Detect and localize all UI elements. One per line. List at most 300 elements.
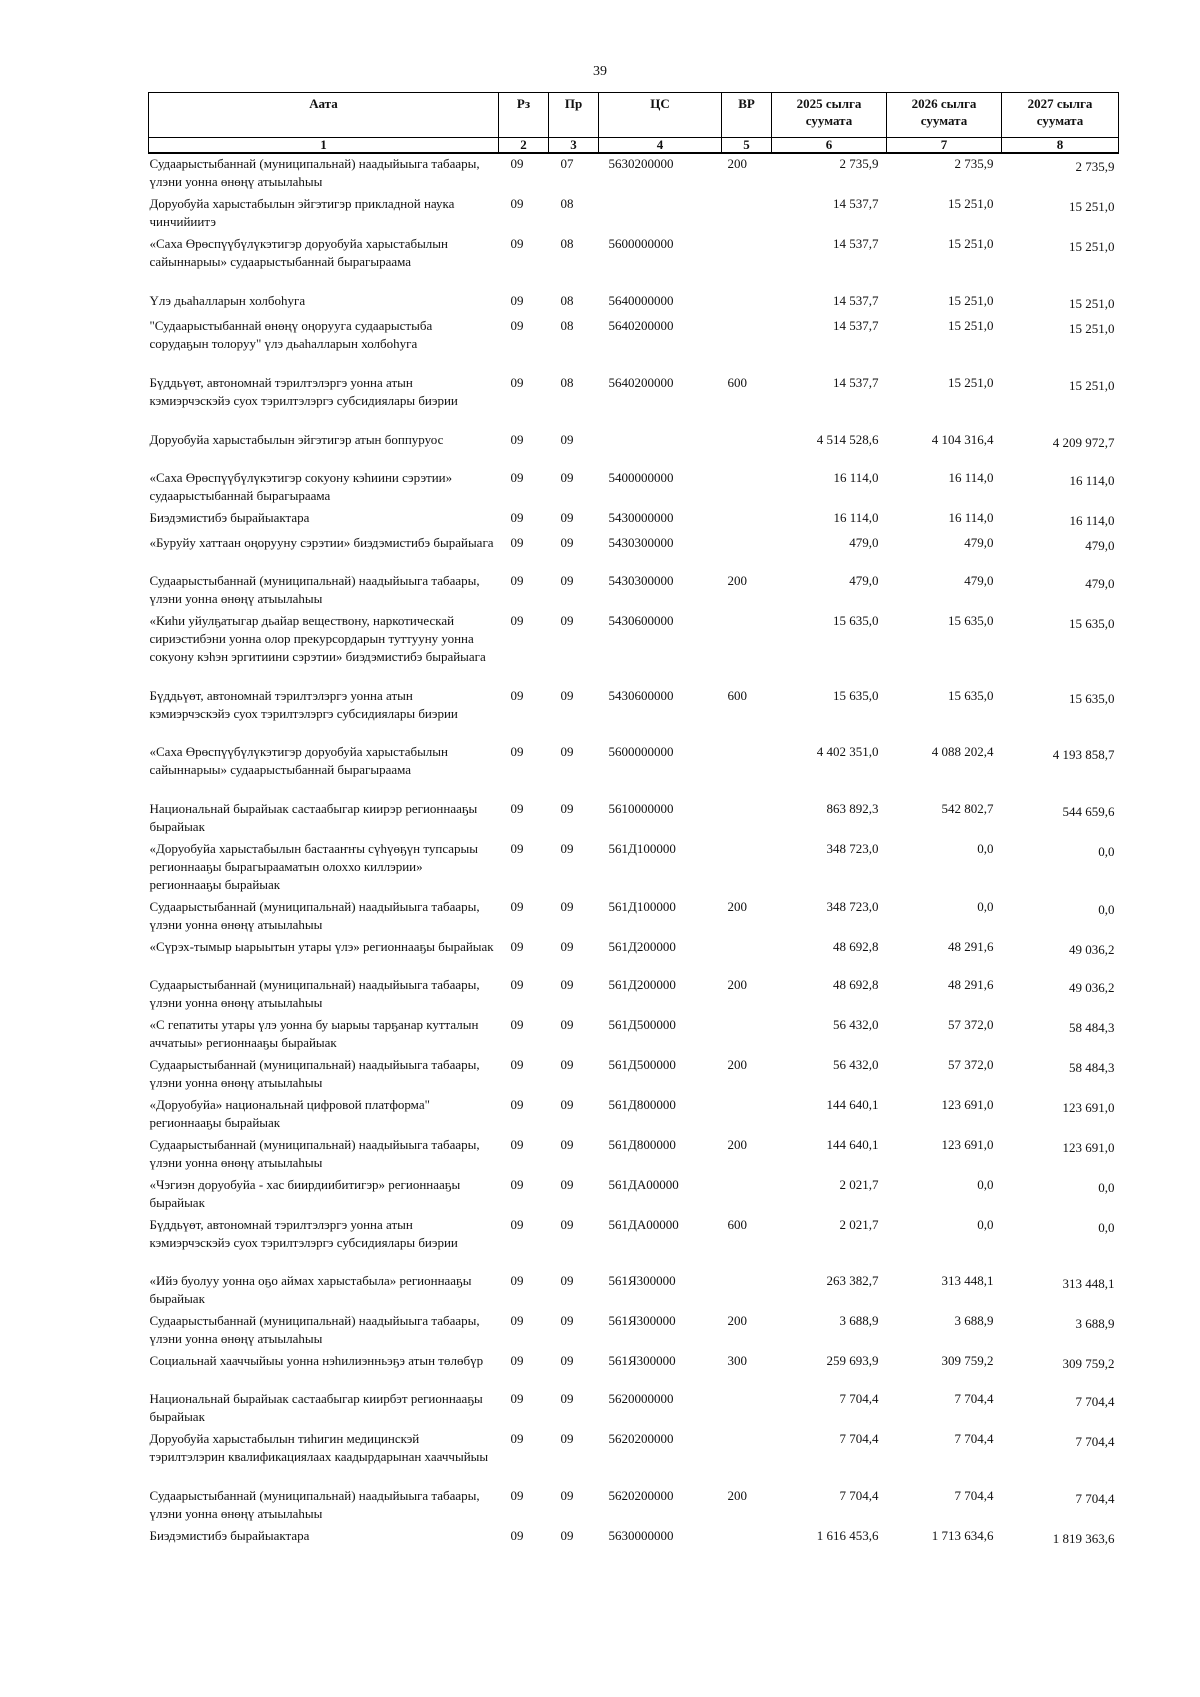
row-rz: 09 xyxy=(510,1273,524,1288)
row-amount-2026: 15 251,0 xyxy=(948,293,994,308)
row-rz: 09 xyxy=(510,1353,524,1368)
row-pr: 09 xyxy=(560,535,574,550)
row-amount-2025: 348 723,0 xyxy=(826,841,879,856)
table-row xyxy=(149,686,1119,742)
table-row xyxy=(149,975,1119,1015)
row-rz: 09 xyxy=(510,535,524,550)
row-cs: 561Д100000 xyxy=(608,841,676,856)
row-vr: 600 xyxy=(727,1217,747,1232)
row-amount-2025: 14 537,7 xyxy=(833,375,879,390)
row-cs: 561Д800000 xyxy=(608,1137,676,1152)
table-row xyxy=(149,1311,1119,1351)
row-vr: 200 xyxy=(727,156,747,171)
row-amount-2025: 4 514 528,6 xyxy=(816,432,879,447)
row-amount-2026: 4 088 202,4 xyxy=(931,744,994,759)
row-amount-2025: 14 537,7 xyxy=(833,196,879,211)
row-vr: 200 xyxy=(727,1137,747,1152)
row-amount-2027: 7 704,4 xyxy=(1075,1394,1115,1409)
row-cs: 561Я300000 xyxy=(608,1353,676,1368)
budget-table xyxy=(148,92,1119,1564)
row-amount-2027: 0,0 xyxy=(1098,902,1115,917)
row-cs: 5640200000 xyxy=(608,375,674,390)
header-row xyxy=(149,93,1119,138)
row-name: Судаарыстыбаннай (муниципальнай) наадыйыыга табаары, үлэни уонна өнөңү атыылаһыы xyxy=(149,156,480,189)
row-name: «Саха Өрөспүүбүлүкэтигэр сокуону кэһиини сэрэтии» судаарыстыбаннай бырагыраама xyxy=(149,470,453,503)
row-amount-2025: 2 021,7 xyxy=(839,1217,879,1232)
row-cs: 561Д100000 xyxy=(608,899,676,914)
row-rz: 09 xyxy=(510,470,524,485)
row-pr: 09 xyxy=(560,1528,574,1543)
row-pr: 09 xyxy=(560,899,574,914)
row-pr: 09 xyxy=(560,1273,574,1288)
row-amount-2027: 1 819 363,6 xyxy=(1052,1531,1115,1546)
row-pr: 09 xyxy=(560,688,574,703)
row-vr: 600 xyxy=(727,375,747,390)
row-pr: 08 xyxy=(560,375,574,390)
table-row xyxy=(149,1486,1119,1526)
row-vr xyxy=(722,468,772,508)
row-rz: 09 xyxy=(510,573,524,588)
row-cs: 561Д800000 xyxy=(608,1097,676,1112)
row-rz: 09 xyxy=(510,1057,524,1072)
row-amount-2027: 4 209 972,7 xyxy=(1052,435,1115,450)
row-rz: 09 xyxy=(510,744,524,759)
row-cs: 5620000000 xyxy=(608,1391,674,1406)
row-amount-2026: 15 251,0 xyxy=(948,236,994,251)
row-amount-2026: 15 251,0 xyxy=(948,318,994,333)
row-cs: 561Д200000 xyxy=(608,977,676,992)
row-name: «Буруйу хаттаан оңорууну сэрэтии» биэдэмистибэ бырайыага xyxy=(149,535,494,550)
row-rz: 09 xyxy=(510,801,524,816)
row-pr: 09 xyxy=(560,1353,574,1368)
row-cs: 5430600000 xyxy=(608,613,674,628)
row-rz: 09 xyxy=(510,1431,524,1446)
row-cs: 5610000000 xyxy=(608,801,674,816)
header-cs: ЦС xyxy=(599,93,722,138)
row-vr xyxy=(722,1526,772,1564)
row-amount-2025: 1 616 453,6 xyxy=(816,1528,879,1543)
row-vr: 300 xyxy=(727,1353,747,1368)
row-pr: 08 xyxy=(560,196,574,211)
row-vr: 200 xyxy=(727,1057,747,1072)
row-amount-2026: 3 688,9 xyxy=(954,1313,994,1328)
row-name: «Саха Өрөспүүбүлүкэтигэр доруобуйа харыстабылын сайыннарыы» судаарыстыбаннай бырагыраама xyxy=(149,236,448,269)
table-row xyxy=(149,1135,1119,1175)
row-vr xyxy=(722,430,772,468)
table-row xyxy=(149,1389,1119,1429)
column-number: 7 xyxy=(887,138,1002,154)
row-vr xyxy=(722,1175,772,1215)
row-amount-2025: 479,0 xyxy=(849,535,879,550)
row-rz: 09 xyxy=(510,1177,524,1192)
row-rz: 09 xyxy=(510,156,524,171)
row-amount-2026: 479,0 xyxy=(964,535,994,550)
row-amount-2025: 16 114,0 xyxy=(833,510,879,525)
row-amount-2025: 2 021,7 xyxy=(839,1177,879,1192)
row-amount-2027: 15 251,0 xyxy=(1069,378,1115,393)
row-name: Биэдэмистибэ бырайыактара xyxy=(149,1528,310,1543)
row-pr: 09 xyxy=(560,939,574,954)
row-cs: 5630200000 xyxy=(608,156,674,171)
row-pr: 09 xyxy=(560,470,574,485)
header-rz: Рз xyxy=(499,93,549,138)
row-amount-2026: 0,0 xyxy=(977,1217,994,1232)
header-2027: 2027 сылга суумата xyxy=(1002,93,1119,138)
row-rz: 09 xyxy=(510,375,524,390)
row-amount-2027: 15 635,0 xyxy=(1069,691,1115,706)
row-rz: 09 xyxy=(510,899,524,914)
row-vr: 200 xyxy=(727,977,747,992)
row-amount-2025: 48 692,8 xyxy=(833,939,879,954)
header-name: Аата xyxy=(149,93,499,138)
row-amount-2026: 123 691,0 xyxy=(941,1097,994,1112)
table-row xyxy=(149,799,1119,839)
row-rz: 09 xyxy=(510,1313,524,1328)
row-rz: 09 xyxy=(510,1217,524,1232)
column-number: 2 xyxy=(499,138,549,154)
row-amount-2025: 48 692,8 xyxy=(833,977,879,992)
table-row xyxy=(149,1271,1119,1311)
table-row xyxy=(149,1429,1119,1486)
row-amount-2025: 144 640,1 xyxy=(826,1137,879,1152)
row-vr: 600 xyxy=(727,688,747,703)
table-row xyxy=(149,571,1119,611)
row-amount-2026: 57 372,0 xyxy=(948,1057,994,1072)
row-amount-2025: 4 402 351,0 xyxy=(816,744,879,759)
header-pr: Пр xyxy=(549,93,599,138)
table-row xyxy=(149,839,1119,897)
row-cs: 5640200000 xyxy=(608,318,674,333)
column-number: 4 xyxy=(599,138,722,154)
row-amount-2026: 15 635,0 xyxy=(948,613,994,628)
row-name: «Доруобуйа» национальнай цифровой платформа" регионнааҕы бырайыак xyxy=(149,1097,430,1130)
row-amount-2026: 57 372,0 xyxy=(948,1017,994,1032)
row-pr: 09 xyxy=(560,1391,574,1406)
row-rz: 09 xyxy=(510,510,524,525)
row-pr: 08 xyxy=(560,293,574,308)
row-vr xyxy=(722,611,772,686)
row-amount-2025: 14 537,7 xyxy=(833,236,879,251)
row-pr: 09 xyxy=(560,613,574,628)
row-vr xyxy=(722,1429,772,1486)
row-pr: 09 xyxy=(560,977,574,992)
row-pr: 07 xyxy=(560,156,574,171)
row-name: «Саха Өрөспүүбүлүкэтигэр доруобуйа харыстабылын сайыннарыы» судаарыстыбаннай бырагыраама xyxy=(149,744,448,777)
row-vr xyxy=(722,799,772,839)
row-name: Судаарыстыбаннай (муниципальнай) наадыйыыга табаары, үлэни уонна өнөңү атыылаһыы xyxy=(149,899,480,932)
row-amount-2027: 15 251,0 xyxy=(1069,296,1115,311)
row-amount-2027: 15 251,0 xyxy=(1069,321,1115,336)
table-row xyxy=(149,234,1119,291)
row-name: «С гепатиты утары үлэ уонна бу ыарыы тарҕанар кутталын аччатыы» регионнааҕы бырайыак xyxy=(149,1017,479,1050)
row-vr: 200 xyxy=(727,1488,747,1503)
table-row xyxy=(149,533,1119,571)
row-amount-2025: 15 635,0 xyxy=(833,613,879,628)
row-amount-2025: 479,0 xyxy=(849,573,879,588)
table-row xyxy=(149,373,1119,430)
table-row xyxy=(149,153,1119,194)
row-rz: 09 xyxy=(510,613,524,628)
row-amount-2026: 123 691,0 xyxy=(941,1137,994,1152)
row-rz: 09 xyxy=(510,1488,524,1503)
row-rz: 09 xyxy=(510,318,524,333)
table-body xyxy=(149,153,1119,1564)
row-amount-2027: 16 114,0 xyxy=(1069,473,1115,488)
row-cs xyxy=(599,194,722,234)
row-name: «Киһи уйулҕатыгар дьайар веществону, наркотическай сириэстибэни уонна олор прекурсордарын туттууну уонна сокуону кэһэн эргитиини сэрэтии» биэдэмистибэ бырайыага xyxy=(149,613,486,664)
row-amount-2026: 479,0 xyxy=(964,573,994,588)
row-amount-2025: 263 382,7 xyxy=(826,1273,879,1288)
row-amount-2027: 479,0 xyxy=(1085,538,1115,553)
table-row xyxy=(149,1015,1119,1055)
row-amount-2027: 2 735,9 xyxy=(1075,159,1115,174)
row-amount-2026: 48 291,6 xyxy=(948,939,994,954)
row-pr: 09 xyxy=(560,1217,574,1232)
table-row xyxy=(149,430,1119,468)
row-rz: 09 xyxy=(510,1528,524,1543)
row-amount-2025: 2 735,9 xyxy=(839,156,879,171)
row-cs: 5600000000 xyxy=(608,744,674,759)
row-name: Бүддьүөт, автономнай тэрилтэлэргэ уонна атын кэмиэрчэскэйэ суох тэрилтэлэргэ субсидиялары биэрии xyxy=(149,1217,458,1250)
row-amount-2027: 7 704,4 xyxy=(1075,1434,1115,1449)
row-amount-2026: 542 802,7 xyxy=(941,801,994,816)
row-amount-2025: 144 640,1 xyxy=(826,1097,879,1112)
row-cs: 561Д200000 xyxy=(608,939,676,954)
row-pr: 09 xyxy=(560,744,574,759)
table-row xyxy=(149,316,1119,373)
row-amount-2027: 58 484,3 xyxy=(1069,1060,1115,1075)
row-name: Судаарыстыбаннай (муниципальнай) наадыйыыга табаары, үлэни уонна өнөңү атыылаһыы xyxy=(149,573,480,606)
header-2025: 2025 сылга суумата xyxy=(772,93,887,138)
row-cs: 5630000000 xyxy=(608,1528,674,1543)
row-name: Судаарыстыбаннай (муниципальнай) наадыйыыга табаары, үлэни уонна өнөңү атыылаһыы xyxy=(149,1488,480,1521)
row-name: "Судаарыстыбаннай өнөңү оңорууга судаарыстыба сорудаҕын толоруу" үлэ дьаһалларын холбоһуга xyxy=(149,318,433,351)
row-amount-2025: 7 704,4 xyxy=(839,1431,879,1446)
table-row xyxy=(149,1526,1119,1564)
row-name: Социальнай хааччыйыы уонна нэһилиэнньэҕэ атын төлөбүр xyxy=(149,1353,484,1368)
row-rz: 09 xyxy=(510,293,524,308)
row-amount-2026: 15 251,0 xyxy=(948,196,994,211)
row-amount-2026: 48 291,6 xyxy=(948,977,994,992)
row-amount-2027: 0,0 xyxy=(1098,1180,1115,1195)
row-cs: 5430300000 xyxy=(608,573,674,588)
table-row xyxy=(149,508,1119,533)
row-cs: 5430300000 xyxy=(608,535,674,550)
row-name: Судаарыстыбаннай (муниципальнай) наадыйыыга табаары, үлэни уонна өнөңү атыылаһыы xyxy=(149,1313,480,1346)
row-name: Бүддьүөт, автономнай тэрилтэлэргэ уонна атын кэмиэрчэскэйэ суох тэрилтэлэргэ субсидиялары биэрии xyxy=(149,375,458,408)
row-amount-2025: 348 723,0 xyxy=(826,899,879,914)
row-rz: 09 xyxy=(510,939,524,954)
header-2026: 2026 сылга суумата xyxy=(887,93,1002,138)
row-amount-2026: 15 635,0 xyxy=(948,688,994,703)
row-amount-2027: 15 251,0 xyxy=(1069,199,1115,214)
row-pr: 08 xyxy=(560,236,574,251)
row-amount-2025: 3 688,9 xyxy=(839,1313,879,1328)
row-amount-2027: 3 688,9 xyxy=(1075,1316,1115,1331)
row-vr xyxy=(722,1271,772,1311)
row-amount-2026: 2 735,9 xyxy=(954,156,994,171)
header-vr: ВР xyxy=(722,93,772,138)
row-rz: 09 xyxy=(510,1097,524,1112)
table-row xyxy=(149,1095,1119,1135)
column-number: 8 xyxy=(1002,138,1119,154)
row-pr: 09 xyxy=(560,1097,574,1112)
row-rz: 09 xyxy=(510,1017,524,1032)
row-rz: 09 xyxy=(510,1391,524,1406)
row-vr xyxy=(722,937,772,975)
row-amount-2026: 4 104 316,4 xyxy=(931,432,994,447)
row-amount-2027: 15 635,0 xyxy=(1069,616,1115,631)
row-pr: 09 xyxy=(560,801,574,816)
row-name: Биэдэмистибэ бырайыактара xyxy=(149,510,310,525)
row-amount-2027: 49 036,2 xyxy=(1069,942,1115,957)
row-name: «Чэгиэн доруобуйа - хас биирдиибитигэр» регионнааҕы бырайыак xyxy=(149,1177,461,1210)
row-amount-2025: 56 432,0 xyxy=(833,1017,879,1032)
row-vr xyxy=(722,508,772,533)
row-rz: 09 xyxy=(510,1137,524,1152)
row-amount-2027: 123 691,0 xyxy=(1062,1100,1115,1115)
table-row xyxy=(149,291,1119,316)
row-amount-2026: 15 251,0 xyxy=(948,375,994,390)
row-amount-2026: 0,0 xyxy=(977,841,994,856)
row-amount-2025: 14 537,7 xyxy=(833,293,879,308)
row-vr xyxy=(722,291,772,316)
row-name: Доруобуйа харыстабылын тиһигин медицинскэй тэрилтэлэрин квалификациялаах каадырдарынан хааччыйыы xyxy=(149,1431,489,1464)
row-vr xyxy=(722,1095,772,1135)
row-vr: 200 xyxy=(727,1313,747,1328)
row-pr: 08 xyxy=(560,318,574,333)
table-row xyxy=(149,897,1119,937)
row-vr xyxy=(722,742,772,799)
column-number: 5 xyxy=(722,138,772,154)
row-amount-2025: 863 892,3 xyxy=(826,801,879,816)
row-amount-2026: 309 759,2 xyxy=(941,1353,994,1368)
row-name: Национальнай бырайыак састаабыгар киирэр регионнааҕы бырайыак xyxy=(149,801,478,834)
row-amount-2025: 259 693,9 xyxy=(826,1353,879,1368)
row-amount-2027: 7 704,4 xyxy=(1075,1491,1115,1506)
row-name: Судаарыстыбаннай (муниципальнай) наадыйыыга табаары, үлэни уонна өнөңү атыылаһыы xyxy=(149,1057,480,1090)
row-cs: 5400000000 xyxy=(608,470,674,485)
row-name: «Сүрэх-тымыр ыарыытын утары үлэ» регионнааҕы бырайыак xyxy=(149,939,494,954)
row-amount-2026: 16 114,0 xyxy=(948,470,994,485)
row-amount-2027: 0,0 xyxy=(1098,1220,1115,1235)
row-amount-2026: 0,0 xyxy=(977,1177,994,1192)
row-cs: 561Я300000 xyxy=(608,1273,676,1288)
row-vr: 200 xyxy=(727,573,747,588)
row-name: Доруобуйа харыстабылын эйгэтигэр атын боппуруос xyxy=(149,432,444,447)
row-rz: 09 xyxy=(510,841,524,856)
row-vr: 200 xyxy=(727,899,747,914)
table-row xyxy=(149,1351,1119,1389)
table-row xyxy=(149,742,1119,799)
row-amount-2025: 56 432,0 xyxy=(833,1057,879,1072)
row-cs: 5430600000 xyxy=(608,688,674,703)
table-row xyxy=(149,611,1119,686)
row-amount-2025: 7 704,4 xyxy=(839,1488,879,1503)
row-rz: 09 xyxy=(510,688,524,703)
row-name: Бүддьүөт, автономнай тэрилтэлэргэ уонна атын кэмиэрчэскэйэ суох тэрилтэлэргэ субсидиялары биэрии xyxy=(149,688,458,721)
row-amount-2027: 479,0 xyxy=(1085,576,1115,591)
row-pr: 09 xyxy=(560,573,574,588)
row-pr: 09 xyxy=(560,1431,574,1446)
row-amount-2027: 15 251,0 xyxy=(1069,239,1115,254)
row-pr: 09 xyxy=(560,1137,574,1152)
row-vr xyxy=(722,234,772,291)
row-amount-2027: 49 036,2 xyxy=(1069,980,1115,995)
row-amount-2026: 16 114,0 xyxy=(948,510,994,525)
row-pr: 09 xyxy=(560,510,574,525)
row-name: Үлэ дьаһалларын холбоһуга xyxy=(149,293,306,308)
row-cs: 561ДА00000 xyxy=(608,1177,679,1192)
table-row xyxy=(149,1175,1119,1215)
row-vr xyxy=(722,533,772,571)
row-amount-2026: 7 704,4 xyxy=(954,1488,994,1503)
row-name: Доруобуйа харыстабылын эйгэтигэр прикладной наука чинчийиитэ xyxy=(149,196,455,229)
column-number: 1 xyxy=(149,138,499,154)
row-rz: 09 xyxy=(510,432,524,447)
page-number: 39 xyxy=(593,64,607,79)
row-pr: 09 xyxy=(560,1057,574,1072)
table-header xyxy=(149,93,1119,154)
row-amount-2027: 309 759,2 xyxy=(1062,1356,1115,1371)
column-number: 6 xyxy=(772,138,887,154)
row-amount-2026: 0,0 xyxy=(977,899,994,914)
row-cs: 561Д500000 xyxy=(608,1017,676,1032)
row-vr xyxy=(722,194,772,234)
table-row xyxy=(149,1215,1119,1271)
row-cs: 5430000000 xyxy=(608,510,674,525)
row-cs: 561Д500000 xyxy=(608,1057,676,1072)
row-rz: 09 xyxy=(510,977,524,992)
row-pr: 09 xyxy=(560,1177,574,1192)
row-cs: 561ДА00000 xyxy=(608,1217,679,1232)
column-number: 3 xyxy=(549,138,599,154)
row-pr: 09 xyxy=(560,841,574,856)
row-amount-2026: 7 704,4 xyxy=(954,1391,994,1406)
row-amount-2025: 7 704,4 xyxy=(839,1391,879,1406)
row-vr xyxy=(722,1015,772,1055)
row-vr xyxy=(722,1389,772,1429)
row-pr: 09 xyxy=(560,1313,574,1328)
row-rz: 09 xyxy=(510,196,524,211)
row-amount-2026: 313 448,1 xyxy=(941,1273,994,1288)
row-vr xyxy=(722,316,772,373)
row-cs: 5620200000 xyxy=(608,1488,674,1503)
table-row xyxy=(149,937,1119,975)
row-amount-2027: 4 193 858,7 xyxy=(1052,747,1115,762)
row-cs xyxy=(599,430,722,468)
row-amount-2026: 7 704,4 xyxy=(954,1431,994,1446)
row-amount-2027: 123 691,0 xyxy=(1062,1140,1115,1155)
row-name: Национальнай бырайыак састаабыгар киирбэт регионнааҕы бырайыак xyxy=(149,1391,483,1424)
table-row xyxy=(149,194,1119,234)
row-amount-2025: 15 635,0 xyxy=(833,688,879,703)
table-row xyxy=(149,1055,1119,1095)
table-row xyxy=(149,468,1119,508)
row-amount-2027: 0,0 xyxy=(1098,844,1115,859)
row-name: «Доруобуйа харыстабылын бастааҥҥы сүһүөҕүн тупсарыы регионнааҕы бырагырааматын олоххо киллэрии» регионнааҕы бырайыак xyxy=(149,841,478,892)
row-cs: 561Я300000 xyxy=(608,1313,676,1328)
row-rz: 09 xyxy=(510,236,524,251)
row-amount-2025: 16 114,0 xyxy=(833,470,879,485)
row-pr: 09 xyxy=(560,1017,574,1032)
column-number-row xyxy=(149,138,1119,154)
row-name: «Ийэ буолуу уонна оҕо аймах харыстабыла» регионнааҕы бырайыак xyxy=(149,1273,472,1306)
row-amount-2027: 16 114,0 xyxy=(1069,513,1115,528)
row-cs: 5600000000 xyxy=(608,236,674,251)
row-cs: 5640000000 xyxy=(608,293,674,308)
row-amount-2027: 544 659,6 xyxy=(1062,804,1115,819)
